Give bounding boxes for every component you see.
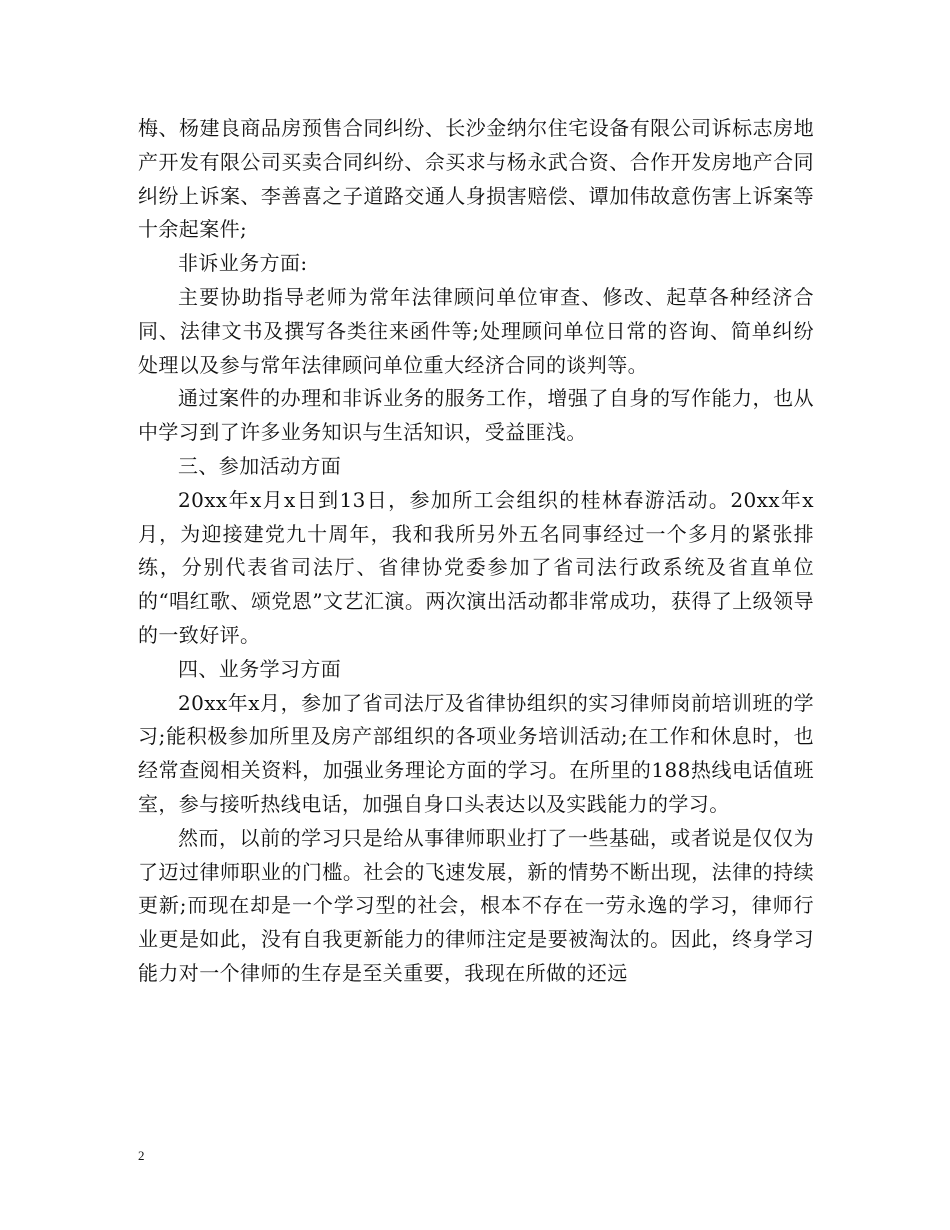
paragraph-study-detail: 20xx年x月，参加了省司法厅及省律协组织的实习律师岗前培训班的学习;能积极参加所里及房产部组织的各项业务培训活动;在工作和休息时，也经常查阅相关资料，加强业务理论方面的学习。在所里的188热线电话值班室，参与接听热线电话，加强自身口头表达以及实践能力的学习。: [138, 690, 814, 816]
paragraph-case-list: 梅、杨建良商品房预售合同纠纷、长沙金纳尔住宅设备有限公司诉标志房地产开发有限公司买卖合同纠纷、佘买求与杨永武合资、合作开发房地产合同纠纷上诉案、李善喜之子道路交通人身损害赔偿、谭加伟故意伤害上诉案等十余起案件;: [138, 116, 814, 242]
paragraph-activities-detail: 20xx年x月x日到13日，参加所工会组织的桂林春游活动。20xx年x月，为迎接建党九十周年，我和我所另外五名同事经过一个多月的紧张排练，分别代表省司法厅、省律协党委参加了省司法行政系统及省直单位的“唱红歌、颂党恩”文艺汇演。两次演出活动都非常成功，获得了上级领导的一致好评。: [138, 487, 814, 647]
paragraph-work-summary: 通过案件的办理和非诉业务的服务工作，增强了自身的写作能力，也从中学习到了许多业务知识与生活知识，受益匪浅。: [138, 386, 814, 445]
paragraph-non-litigation-heading: 非诉业务方面:: [178, 251, 308, 276]
paragraph-lifelong-learning: 然而，以前的学习只是给从事律师职业打了一些基础，或者说是仅仅为了迈过律师职业的门槛。社会的飞速发展，新的情势不断出现，法律的持续更新;而现在却是一个学习型的社会，根本不存在一劳永逸的学习，律师行业更是如此，没有自我更新能力的律师注定是要被淘汰的。因此，终身学习能力对一个律师的生存是至关重要，我现在所做的还远: [138, 825, 814, 985]
paragraph-non-litigation-detail: 主要协助指导老师为常年法律顾问单位审查、修改、起草各种经济合同、法律文书及撰写各类往来函件等;处理顾问单位日常的咨询、简单纠纷处理以及参与常年法律顾问单位重大经济合同的谈判等。: [138, 284, 814, 377]
section-heading-study: 四、业务学习方面: [178, 656, 342, 681]
document-body: [138, 112, 814, 991]
page-number: 2: [138, 1148, 145, 1163]
section-heading-activities: 三、参加活动方面: [178, 453, 342, 478]
